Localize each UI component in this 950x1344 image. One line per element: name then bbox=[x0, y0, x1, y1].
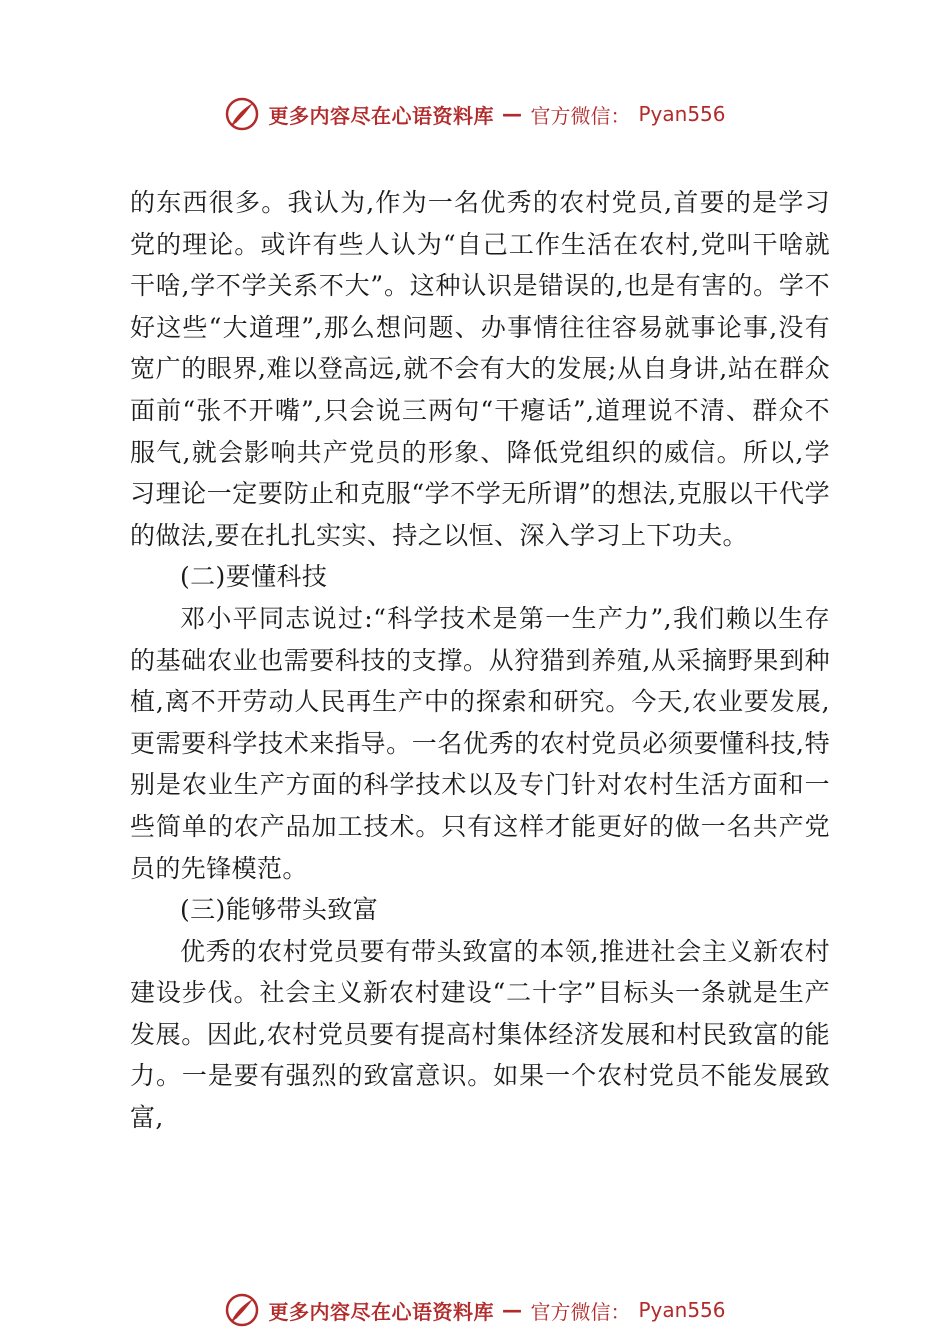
section-heading-2: (二)要懂科技 bbox=[180, 562, 328, 592]
quill-pen-logo-icon bbox=[224, 1292, 260, 1328]
footer-watermark bbox=[0, 1288, 950, 1332]
watermark-wechat-label: 官方微信： bbox=[530, 1299, 631, 1324]
header-watermark bbox=[0, 92, 950, 136]
watermark-wechat-id: Pyan556 bbox=[638, 1298, 726, 1322]
paragraph-3: 优秀的农村党员要有带头致富的本领,推进社会主义新农村建设步伐。社会主义新农村建设“二十字”目标头一条就是生产发展。因此,农村党员要有提高村集体经济发展和村民致富的能力。一是要有强烈的致富意识。如果一个农村党员不能发展致富, bbox=[130, 936, 830, 1133]
quill-pen-logo-icon bbox=[224, 96, 260, 132]
watermark-wechat-id: Pyan556 bbox=[638, 102, 726, 126]
watermark-wechat-label: 官方微信： bbox=[530, 103, 631, 128]
section-heading-3: (三)能够带头致富 bbox=[180, 895, 379, 925]
watermark-main-text: 更多内容尽在心语资料库 bbox=[268, 103, 494, 128]
paragraph-2: 邓小平同志说过:“科学技术是第一生产力”,我们赖以生存的基础农业也需要科技的支撑。从狩猎到养殖,从采摘野果到种植,离不开劳动人民再生产中的探索和研究。今天,农业要发展,更需要科学技术来指导。一名优秀的农村党员必须要懂科技,特别是农业生产方面的科学技术以及专门针对农村生活方面和一些简单的农产品加工技术。只有这样才能更好的做一名共产党员的先锋模范。 bbox=[130, 603, 830, 883]
watermark-main-text: 更多内容尽在心语资料库 bbox=[268, 1299, 494, 1324]
paragraph-1: 的东西很多。我认为,作为一名优秀的农村党员,首要的是学习党的理论。或许有些人认为“自己工作生活在农村,党叫干啥就干啥,学不学关系不大”。这种认识是错误的,也是有害的。学不好这些“大道理”,那么想问题、办事情往往容易就事论事,没有宽广的眼界,难以登高远,就不会有大的发展;从自身讲,站在群众面前“张不开嘴”,只会说三两句“干瘪话”,道理说不清、群众不服气,就会影响共产党员的形象、降低党组织的威信。所以,学习理论一定要防止和克服“学不学无所谓”的想法,克服以干代学的做法,要在扎扎实实、持之以恒、深入学习上下功夫。 bbox=[130, 188, 830, 550]
watermark-separator: — bbox=[501, 1298, 523, 1322]
document-body bbox=[130, 182, 830, 1139]
watermark-separator: — bbox=[501, 102, 523, 126]
